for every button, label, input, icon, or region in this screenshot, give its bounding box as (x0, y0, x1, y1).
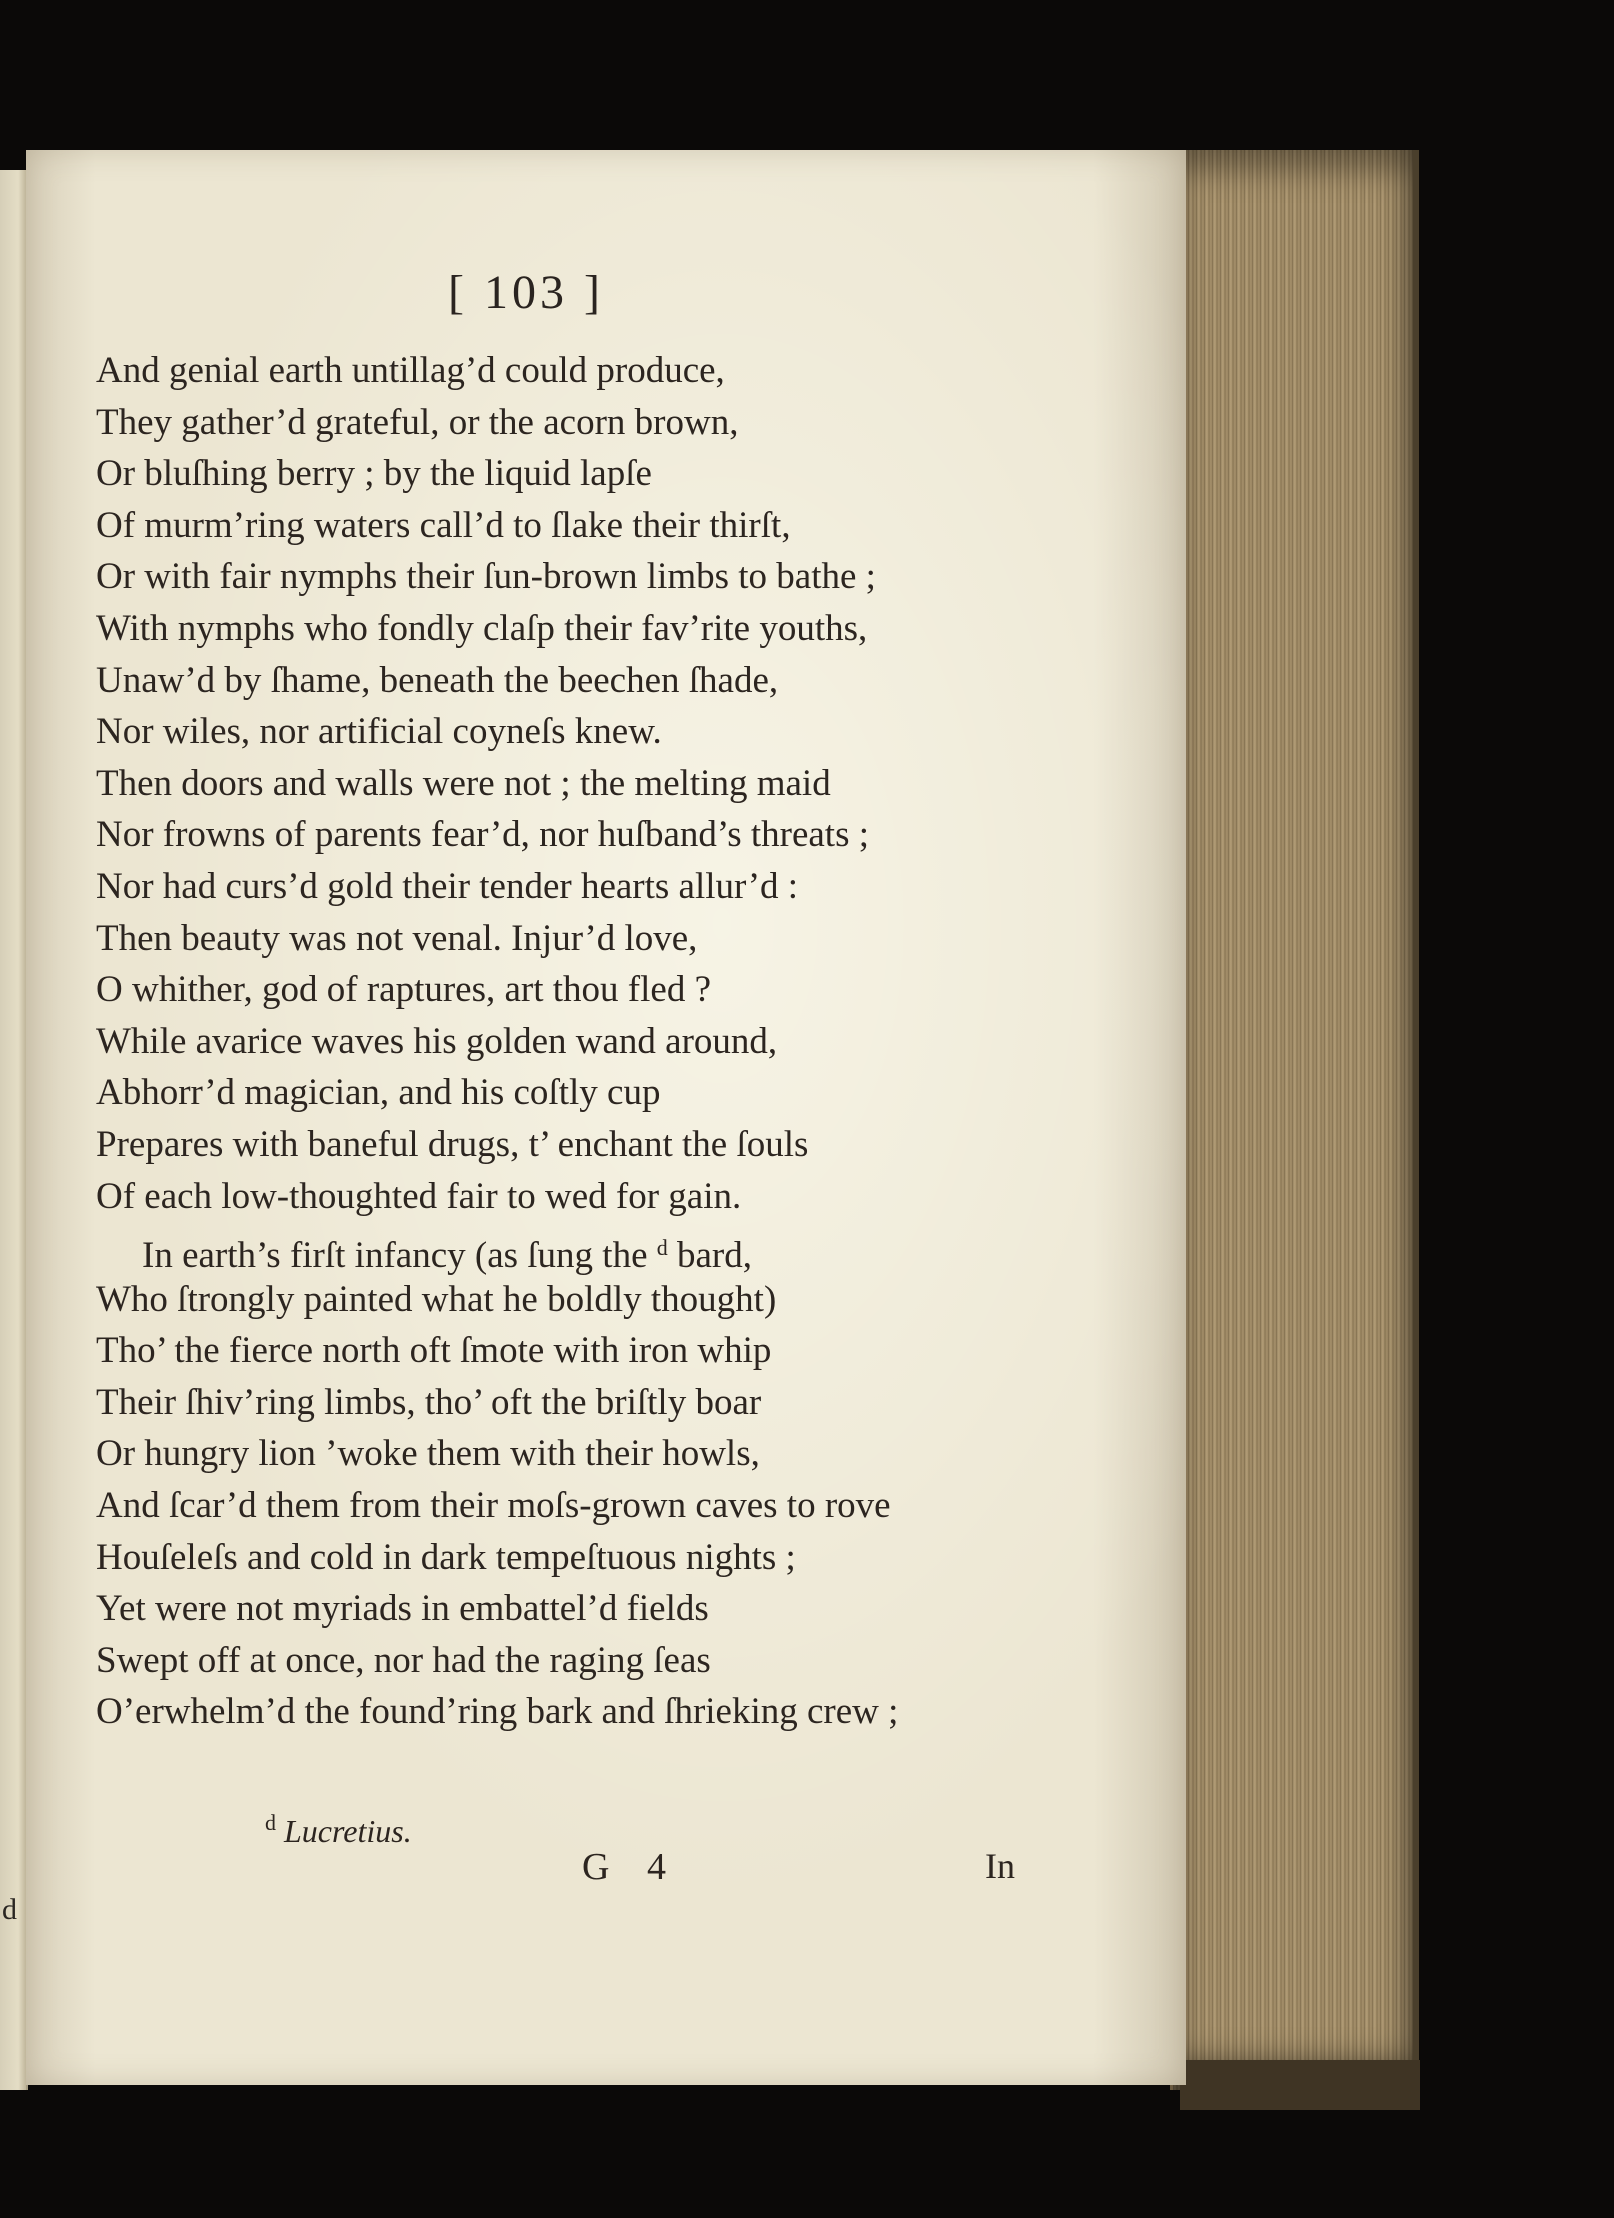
verse-line-text: Unaw’d by ſhame, beneath the beechen ſhade, (96, 659, 779, 701)
verse-line-text: Tho’ the fierce north oft ſmote with iron whip (96, 1330, 772, 1372)
verse-line-text: While avarice waves his golden wand around, (96, 1020, 778, 1062)
verse-line-text: Then beauty was not venal. Injur’d love, (96, 917, 698, 959)
verse-line-text: Of murm’ring waters call’d to ſlake their thirſt, (96, 504, 791, 546)
verse-line-text: And ſcar’d them from their moſs-grown caves to rove (96, 1485, 891, 1527)
verse-line (96, 861, 1136, 913)
footnote-text: Lucretius. (284, 1813, 412, 1849)
verse-line (96, 1325, 1136, 1377)
verse-line (96, 1119, 1136, 1171)
verse-line (96, 1686, 1136, 1738)
verse-line (96, 1532, 1136, 1584)
verse-line (96, 1583, 1136, 1635)
verse-line (96, 655, 1136, 707)
left-page-fragment: d (2, 1893, 17, 1926)
verse-line-text: Or hungry lion ’woke them with their howls, (96, 1433, 760, 1475)
verse-line-text-continued: bard, (667, 1235, 752, 1277)
verse-line-text: Prepares with baneful drugs, t’ enchant the ſouls (96, 1123, 809, 1165)
verse-line-text: And genial earth untillag’d could produce, (96, 350, 725, 391)
verse-line (96, 603, 1136, 655)
verse-line-text: O whither, god of raptures, art thou fled ? (96, 969, 711, 1011)
verse-line (96, 551, 1136, 603)
verse-line (96, 809, 1136, 861)
verse-line-text: Yet were not myriads in embattel’d fields (96, 1588, 709, 1630)
page-header: [ 103 ] (448, 266, 604, 319)
signature-mark: G 4 (582, 1846, 680, 1888)
verse-line-text: Of each low-thoughted fair to wed for gain. (96, 1175, 742, 1217)
verse-line (96, 1274, 1136, 1326)
verse-line (96, 500, 1136, 552)
verse-line-text: Who ſtrongly painted what he boldly thought) (96, 1278, 777, 1320)
verse-line (96, 913, 1136, 965)
verse-line (96, 1171, 1136, 1223)
verse-line (96, 1067, 1136, 1119)
binding-board (1180, 2060, 1420, 2110)
footnote-reference: d (656, 1235, 668, 1261)
verse-line-text: Swept off at once, nor had the raging ſeas (96, 1639, 711, 1681)
catchword: In (985, 1846, 1015, 1886)
footnote-marker: d (265, 1810, 276, 1835)
footnote (265, 1810, 412, 1850)
verse-line (96, 397, 1136, 449)
verse-line-text: Nor had curs’d gold their tender hearts allur’d : (96, 865, 799, 907)
verse-line-text: Nor wiles, nor artificial coyneſs knew. (96, 711, 662, 753)
left-page-edge (0, 170, 28, 2090)
verse-line (96, 758, 1136, 810)
verse-line-text: Their ſhiv’ring limbs, tho’ oft the briſtly boar (96, 1381, 762, 1423)
verse-line (96, 1222, 1136, 1277)
verse-line-text: Or with fair nymphs their ſun-brown limbs to bathe ; (96, 556, 876, 598)
verse-line-text: Or bluſhing berry ; by the liquid lapſe (96, 453, 652, 495)
verse-line-text: With nymphs who fondly claſp their fav’rite youths, (96, 607, 868, 649)
verse-line-text: Abhorr’d magician, and his coſtly cup (96, 1072, 661, 1114)
verse-line (96, 964, 1136, 1016)
page-block-fore-edge (1170, 150, 1419, 2090)
verse-line-text: O’erwhelm’d the found’ring bark and ſhrieking crew ; (96, 1691, 899, 1733)
verse-line (96, 1635, 1136, 1687)
verse-line (96, 706, 1136, 758)
verse-line (96, 1428, 1136, 1480)
verse-line-text: Nor frowns of parents fear’d, nor huſband’s threats ; (96, 814, 870, 856)
verse-line (96, 345, 1136, 397)
verse-line-text: In earth’s firſt infancy (as ſung the (142, 1235, 657, 1277)
verse-line-text: Then doors and walls were not ; the melting maid (96, 762, 831, 804)
verse-line (96, 448, 1136, 500)
verse-text (96, 345, 1136, 1738)
verse-line (96, 1480, 1136, 1532)
verse-line (96, 1377, 1136, 1429)
verse-line-text: Houſeleſs and cold in dark tempeſtuous nights ; (96, 1536, 796, 1578)
verse-line (96, 1016, 1136, 1068)
verse-line-text: They gather’d grateful, or the acorn brown, (96, 401, 739, 443)
